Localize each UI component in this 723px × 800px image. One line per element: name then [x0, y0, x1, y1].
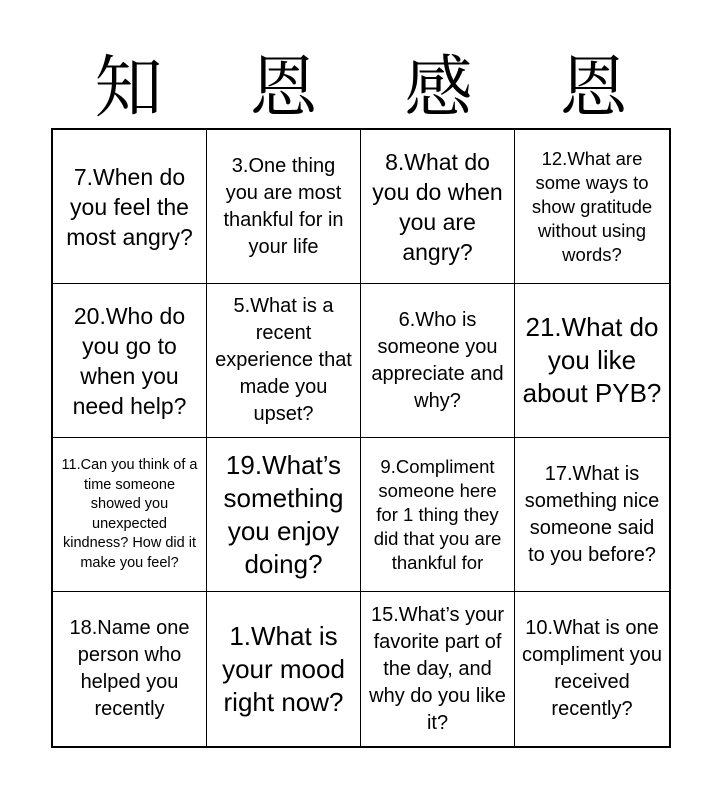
cell-text: 6.Who is someone you appreciate and why?: [371, 308, 504, 412]
bingo-cell[interactable]: [53, 592, 207, 746]
cell-text: 5.What is a recent experience that made you upset?: [215, 295, 352, 425]
bingo-cell[interactable]: [515, 592, 669, 746]
bingo-cell[interactable]: [53, 284, 207, 438]
cell-text: 15.What’s your favorite part of the day, and why do you like it?: [369, 603, 506, 734]
cell-text: 19.What’s something you enjoy doing?: [223, 449, 344, 579]
bingo-cell[interactable]: [361, 130, 515, 284]
header-char-1: 知: [94, 49, 163, 128]
bingo-cell[interactable]: [361, 438, 515, 592]
cell-text: 17.What is something nice someone said to you before?: [524, 462, 660, 566]
header-char-3: 感: [404, 49, 473, 128]
cell-text: 3.One thing you are most thankful for in your life: [223, 154, 344, 258]
bingo-cell[interactable]: [361, 592, 515, 746]
bingo-cell[interactable]: [361, 284, 515, 438]
bingo-cell[interactable]: [515, 130, 669, 284]
cell-text: 11.Can you think of a time someone showed you unexpected kindness? How did it make you feel?: [61, 457, 198, 571]
bingo-cell[interactable]: [53, 438, 207, 592]
cell-text: 1.What is your mood right now?: [222, 620, 345, 717]
bingo-cell[interactable]: [207, 130, 361, 284]
bingo-cell[interactable]: [207, 592, 361, 746]
cell-text: 7.When do you feel the most angry?: [66, 163, 193, 250]
cell-text: 10.What is one compliment you received recently?: [521, 617, 663, 720]
cell-text: 21.What do you like about PYB?: [522, 312, 662, 408]
bingo-cell[interactable]: [207, 284, 361, 438]
cell-text: 18.Name one person who helped you recently: [69, 617, 190, 720]
header-char-2: 恩: [249, 49, 318, 128]
cell-text: 20.Who do you go to when you need help?: [72, 302, 187, 419]
cell-text: 9.Compliment someone here for 1 thing they did that you are thankful for: [373, 455, 502, 573]
cell-text: 8.What do you do when you are angry?: [372, 148, 503, 265]
cell-text: 12.What are some ways to show gratitude without using words?: [531, 147, 653, 265]
bingo-cell[interactable]: [515, 438, 669, 592]
bingo-cell[interactable]: [207, 438, 361, 592]
bingo-cell[interactable]: [53, 130, 207, 284]
bingo-cell[interactable]: [515, 284, 669, 438]
header-char-4: 恩: [559, 49, 628, 128]
bingo-header: [51, 50, 671, 128]
bingo-board: [51, 128, 671, 748]
